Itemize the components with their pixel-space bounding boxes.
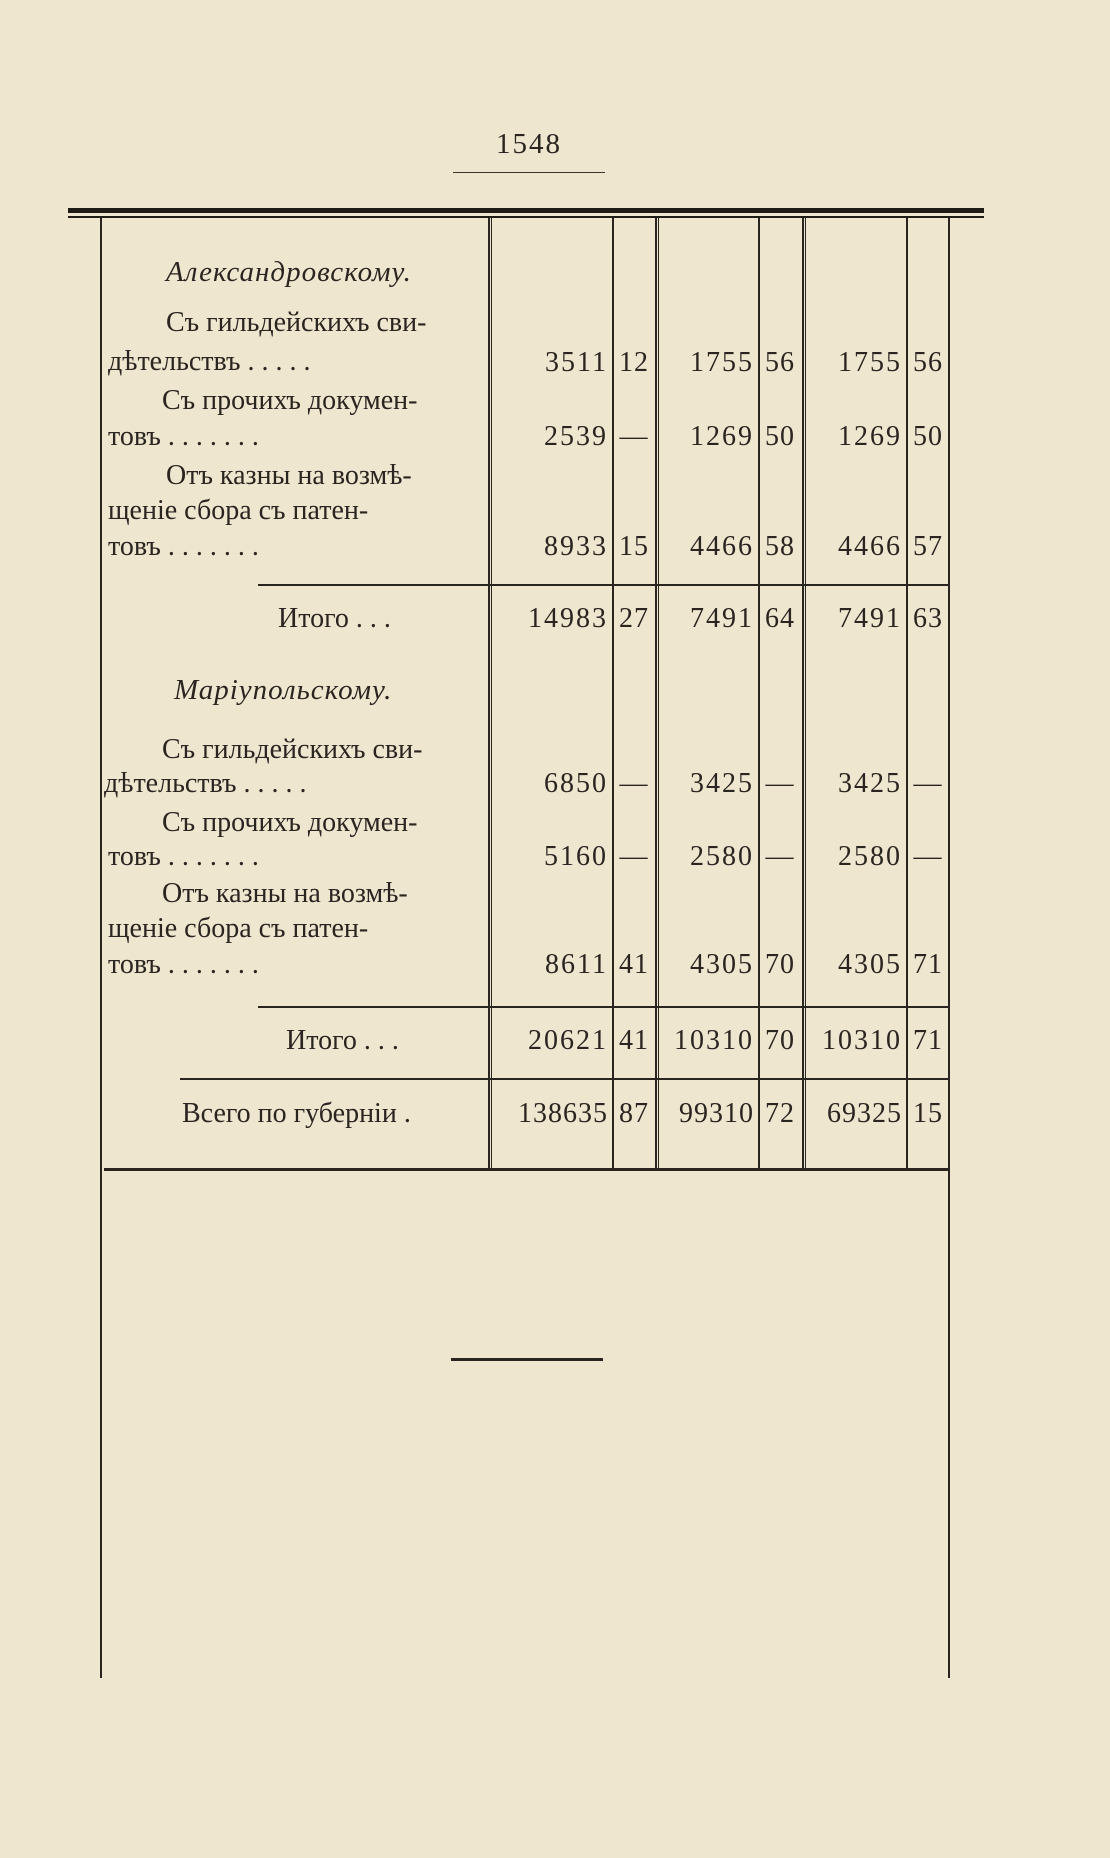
subtotal-cell: 20621	[528, 1025, 608, 1056]
value-cell: 4305	[838, 949, 902, 980]
value-cell: —	[619, 768, 649, 799]
row-label-line: щеніе сбора съ патен-	[108, 495, 369, 526]
column-divider	[802, 218, 804, 1168]
column-divider	[655, 218, 657, 1168]
value-cell: 58	[765, 531, 795, 562]
value-cell: 3425	[838, 768, 902, 799]
value-cell: 50	[913, 421, 943, 452]
value-cell: 1755	[838, 347, 902, 378]
row-label-line: щеніе сбора съ патен-	[108, 913, 369, 944]
section-title: Александровскому.	[166, 256, 412, 288]
table-top-rule-thin	[68, 216, 984, 218]
value-cell: 1269	[838, 421, 902, 452]
subtotal-label: Итого . . .	[286, 1025, 399, 1056]
value-cell: 50	[765, 421, 795, 452]
row-label-line: Съ прочихъ докумен-	[162, 385, 418, 416]
value-cell: 4305	[690, 949, 754, 980]
value-cell: 5160	[544, 841, 608, 872]
subtotal-cell: 41	[619, 1025, 649, 1056]
subtotal-cell: 70	[765, 1025, 795, 1056]
value-cell: 70	[765, 949, 795, 980]
grand-total-cell: 138635	[518, 1098, 608, 1129]
table-bottom-rule	[104, 1168, 948, 1171]
value-cell: —	[913, 841, 943, 872]
subtotal-cell: 10310	[674, 1025, 754, 1056]
value-cell: 8611	[545, 949, 608, 980]
grand-total-cell: 99310	[679, 1098, 754, 1129]
value-cell: —	[765, 841, 795, 872]
value-cell: 2539	[544, 421, 608, 452]
row-label-line: Отъ казны на возмѣ-	[166, 460, 412, 491]
subtotal-cell: 14983	[528, 603, 608, 634]
row-label-line: Отъ казны на возмѣ-	[162, 878, 408, 909]
value-cell: 56	[765, 347, 795, 378]
subtotal-rule	[258, 584, 948, 586]
subtotal-cell: 64	[765, 603, 795, 634]
grand-total-cell: 15	[913, 1098, 943, 1129]
row-label-line: Съ гильдейскихъ сви-	[162, 734, 423, 765]
value-cell: 41	[619, 949, 649, 980]
column-divider	[658, 218, 659, 1168]
table-right-border	[948, 218, 950, 1678]
table-top-rule	[68, 208, 984, 213]
grand-total-label: Всего по губерніи .	[182, 1098, 411, 1129]
row-label-line: товъ . . . . . . .	[108, 531, 259, 562]
page-number-rule	[453, 172, 605, 173]
value-cell: 2580	[690, 841, 754, 872]
end-rule	[451, 1358, 603, 1361]
value-cell: —	[619, 421, 649, 452]
row-label-line: товъ . . . . . . .	[108, 421, 259, 452]
subtotal-cell: 10310	[822, 1025, 902, 1056]
grand-total-cell: 72	[765, 1098, 795, 1129]
value-cell: 15	[619, 531, 649, 562]
row-label-line: Съ прочихъ докумен-	[162, 807, 418, 838]
value-cell: 57	[913, 531, 943, 562]
value-cell: 12	[619, 347, 649, 378]
row-label-line: товъ . . . . . . .	[108, 949, 259, 980]
value-cell: 56	[913, 347, 943, 378]
value-cell: —	[913, 768, 943, 799]
subtotal-cell: 7491	[838, 603, 902, 634]
value-cell: 1269	[690, 421, 754, 452]
value-cell: —	[765, 768, 795, 799]
page-number: 1548	[496, 128, 562, 160]
value-cell: 3511	[545, 347, 608, 378]
subtotal-cell: 71	[913, 1025, 943, 1056]
value-cell: 4466	[838, 531, 902, 562]
subtotal-label: Итого . . .	[278, 603, 391, 634]
value-cell: 2580	[838, 841, 902, 872]
grand-total-rule	[180, 1078, 948, 1080]
value-cell: 71	[913, 949, 943, 980]
row-label-line: дѣтельствъ . . . . .	[104, 768, 307, 799]
section-title: Маріупольскому.	[174, 674, 393, 706]
value-cell: —	[619, 841, 649, 872]
subtotal-cell: 7491	[690, 603, 754, 634]
value-cell: 4466	[690, 531, 754, 562]
column-divider	[805, 218, 806, 1168]
subtotal-cell: 63	[913, 603, 943, 634]
value-cell: 8933	[544, 531, 608, 562]
value-cell: 3425	[690, 768, 754, 799]
column-divider	[488, 218, 490, 1168]
value-cell: 1755	[690, 347, 754, 378]
row-label-line: товъ . . . . . . .	[108, 841, 259, 872]
column-divider	[491, 218, 492, 1168]
table-left-border	[100, 218, 102, 1678]
grand-total-cell: 87	[619, 1098, 649, 1129]
value-cell: 6850	[544, 768, 608, 799]
row-label-line: дѣтельствъ . . . . .	[108, 346, 311, 377]
grand-total-cell: 69325	[827, 1098, 902, 1129]
row-label-line: Съ гильдейскихъ сви-	[166, 307, 427, 338]
subtotal-cell: 27	[619, 603, 649, 634]
subtotal-rule	[258, 1006, 948, 1008]
